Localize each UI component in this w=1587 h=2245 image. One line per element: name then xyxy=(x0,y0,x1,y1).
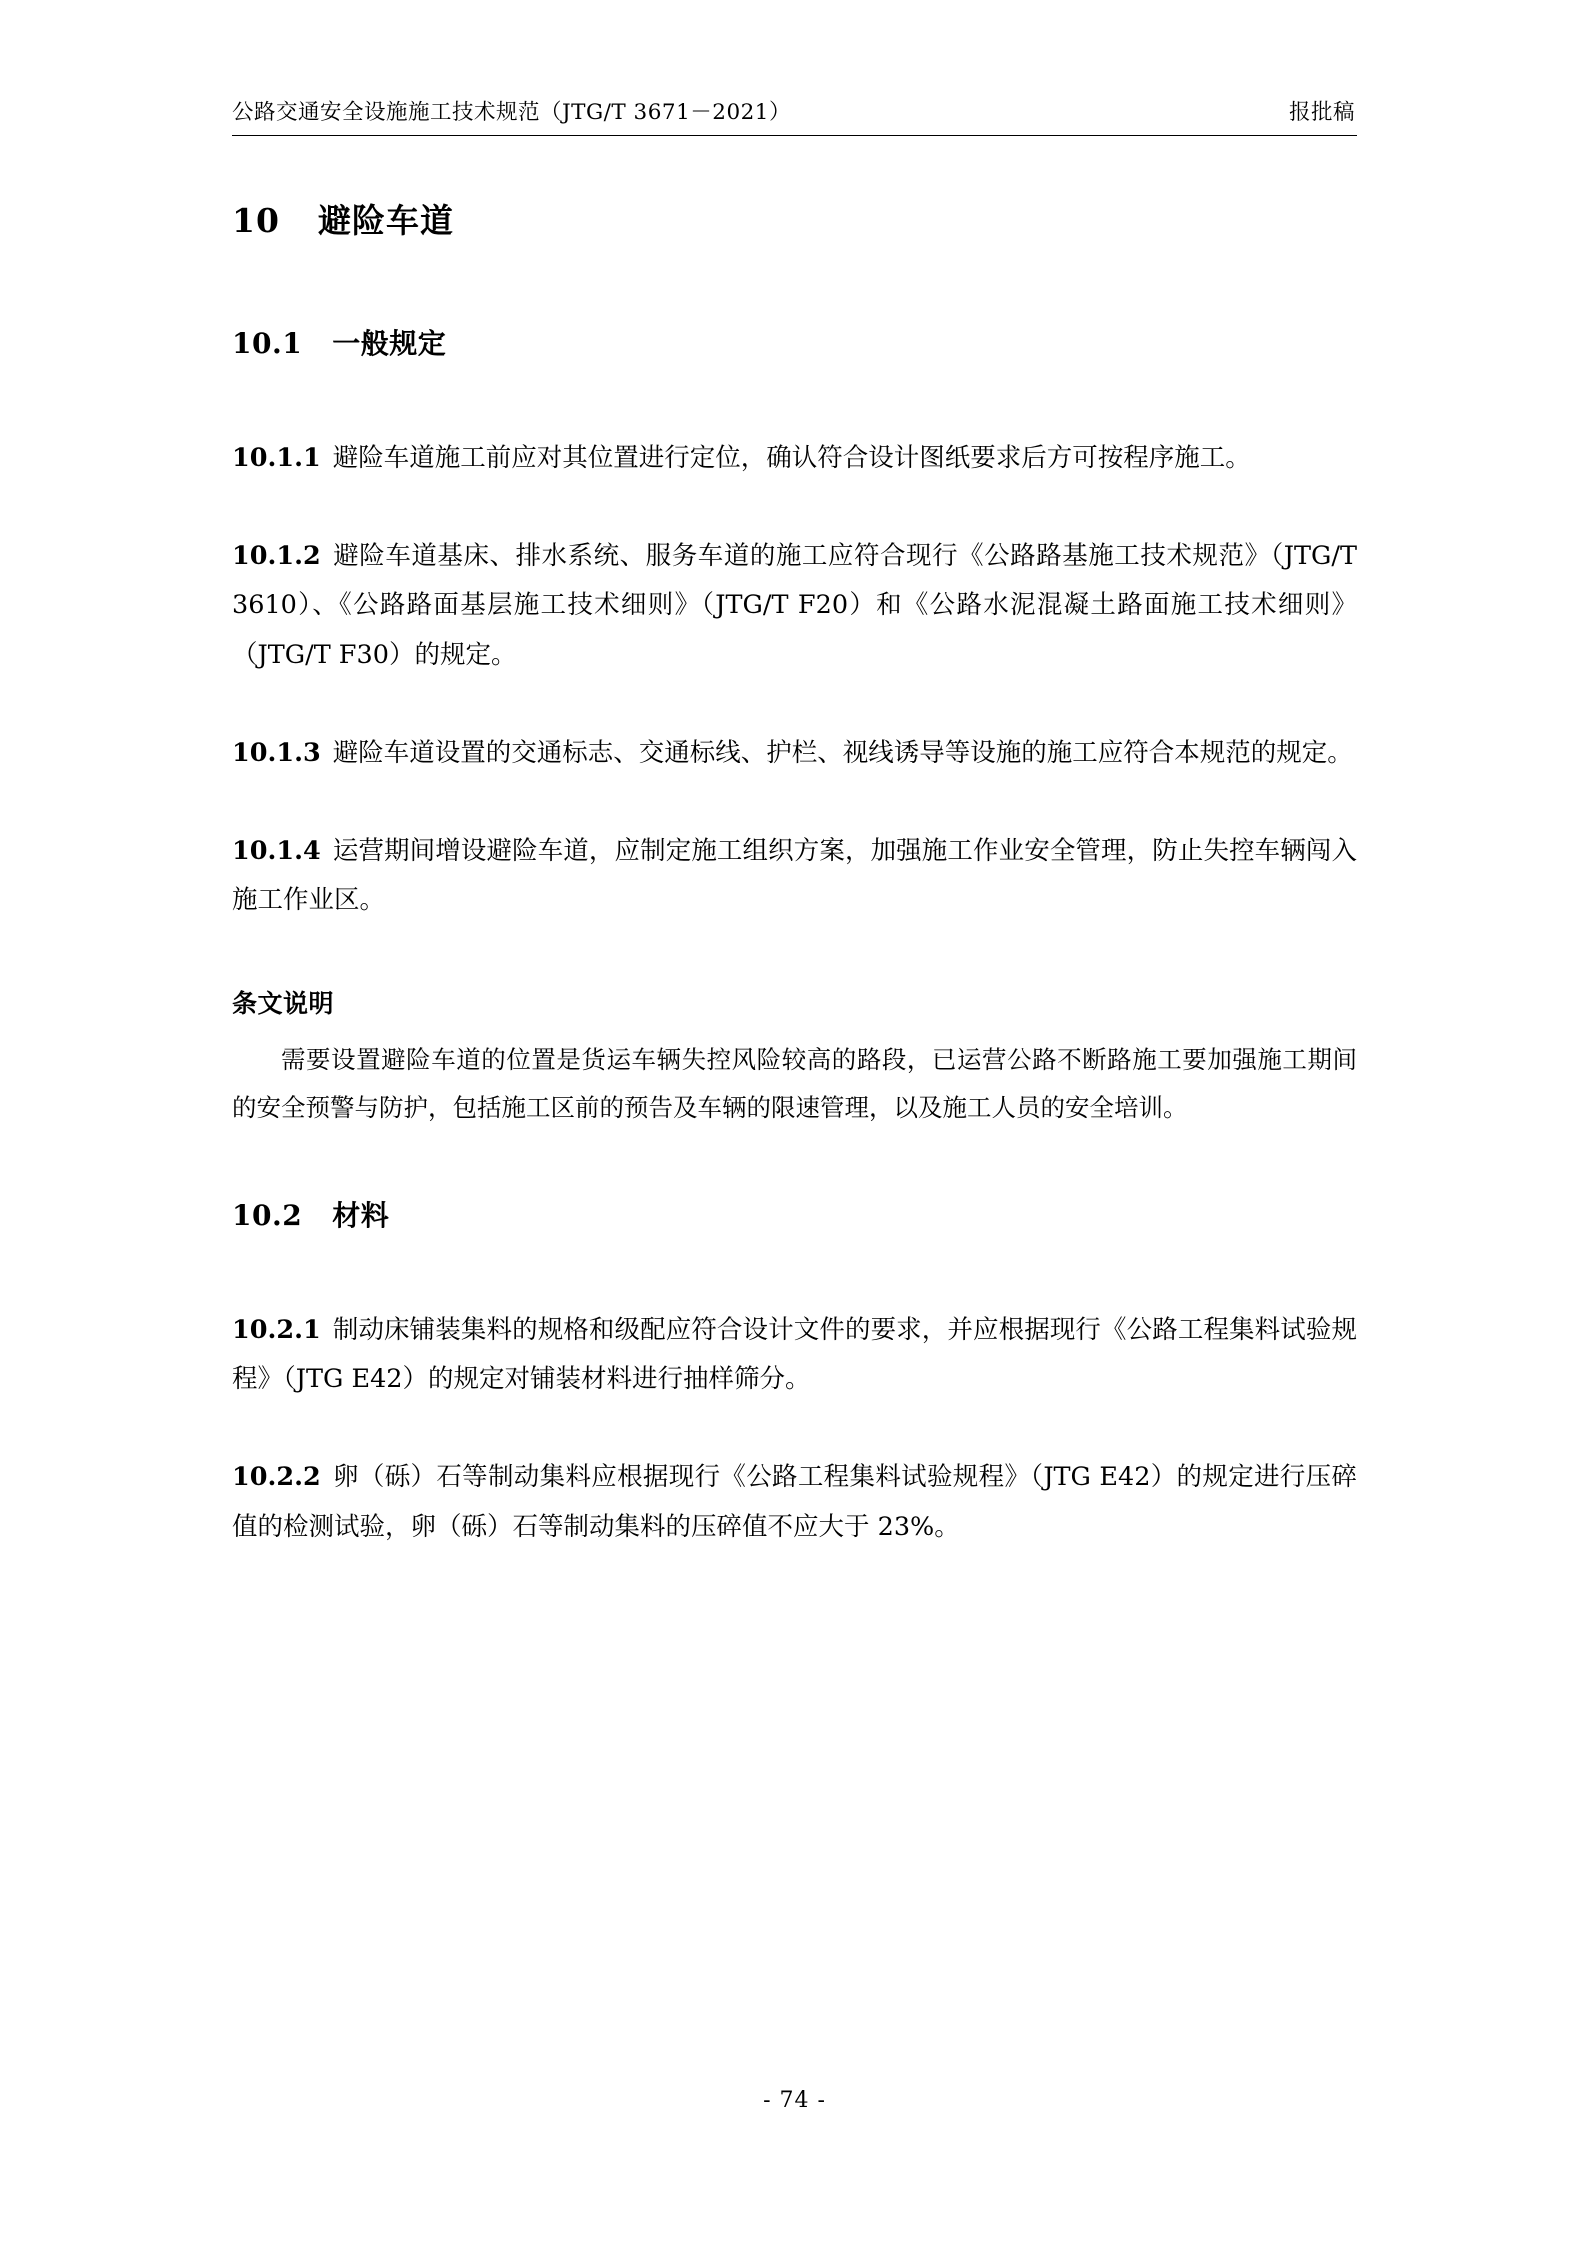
page-header xyxy=(232,100,1357,126)
clause-10-1-3 xyxy=(232,729,1357,779)
clause-number: 10.1.2 xyxy=(232,540,321,571)
chapter-number: 10 xyxy=(232,201,280,240)
clause-10-1-2 xyxy=(232,532,1357,681)
clause-text: 制动床铺装集料的规格和级配应符合设计文件的要求，并应根据现行《公路工程集料试验规程》（JTG E42）的规定对铺装材料进行抽样筛分。 xyxy=(232,1314,1357,1395)
note-heading: 条文说明 xyxy=(232,989,335,1019)
clause-text: 避险车道施工前应对其位置进行定位，确认符合设计图纸要求后方可按程序施工。 xyxy=(332,443,1251,473)
section-title: 材料 xyxy=(332,1198,390,1232)
section-heading-10-2 xyxy=(232,1194,1357,1234)
header-divider xyxy=(232,135,1357,136)
page-footer xyxy=(232,2088,1357,2113)
clause-10-2-1 xyxy=(232,1306,1357,1405)
clause-10-1-1 xyxy=(232,434,1357,484)
chapter-title: 避险车道 xyxy=(317,201,454,240)
header-document-title: 公路交通安全设施施工技术规范（JTG/T 3671－2021） xyxy=(232,100,791,125)
section-number: 10.1 xyxy=(232,327,303,360)
clause-number: 10.1.3 xyxy=(232,737,321,768)
clause-10-1-4 xyxy=(232,827,1357,926)
clause-text: 运营期间增设避险车道，应制定施工组织方案，加强施工作业安全管理，防止失控车辆闯入施工作业区。 xyxy=(232,835,1357,916)
document-body xyxy=(232,195,1357,1552)
clause-number: 10.1.1 xyxy=(232,443,321,473)
clause-10-2-2 xyxy=(232,1453,1357,1552)
chapter-heading xyxy=(232,195,1357,242)
clause-number: 10.2.2 xyxy=(232,1462,321,1492)
clause-text: 避险车道设置的交通标志、交通标线、护栏、视线诱导等设施的施工应符合本规范的规定。 xyxy=(332,737,1353,768)
clause-text: 避险车道基床、排水系统、服务车道的施工应符合现行《公路路基施工技术规范》（JTG/T 3610）、《公路路面基层施工技术细则》（JTG/T F20）和《公路水泥混凝土路面施工技术细则》（JTG/T F30）的规定。 xyxy=(232,540,1357,671)
clause-number: 10.2.1 xyxy=(232,1314,321,1345)
section-heading-10-1 xyxy=(232,322,1357,362)
section-title: 一般规定 xyxy=(332,327,447,360)
header-status-label: 报批稿 xyxy=(1288,100,1355,125)
section-number: 10.2 xyxy=(232,1198,303,1232)
clause-number: 10.1.4 xyxy=(232,835,321,866)
clause-text: 卵（砾）石等制动集料应根据现行《公路工程集料试验规程》（JTG E42）的规定进行压碎值的检测试验，卵（砾）石等制动集料的压碎值不应大于 23%。 xyxy=(232,1462,1357,1542)
page-content xyxy=(232,0,1357,2245)
note-text: 需要设置避险车道的位置是货运车辆失控风险较高的路段，已运营公路不断路施工要加强施工期间的安全预警与防护，包括施工区前的预告及车辆的限速管理，以及施工人员的安全培训。 xyxy=(232,1045,1357,1122)
page-number: - 74 - xyxy=(763,2088,826,2113)
